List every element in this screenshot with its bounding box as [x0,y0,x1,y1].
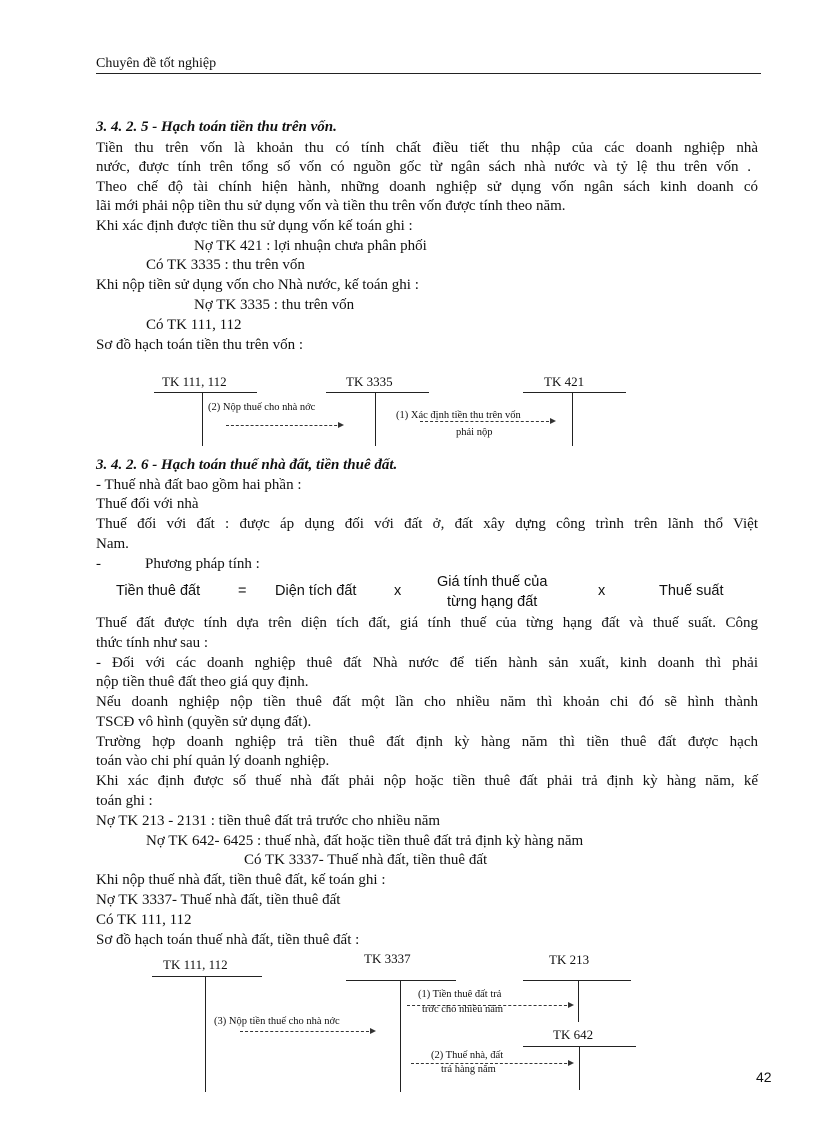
t-account-stem [578,980,579,1022]
journal-entry: Có TK 3337- Thuế nhà đất, tiền thuê đất [244,852,488,868]
t-account-bar [152,976,262,977]
paragraph-line: nộp tiền thuê đất theo giá quy định. [96,674,309,690]
text-line: Khi xác định được tiền thu sử dụng vốn kế toán ghi : [96,218,413,234]
paragraph-line: TSCĐ vô hình (quyền sử dụng đất). [96,714,312,730]
formula-times: x [598,583,606,599]
t-account-stem [375,392,376,446]
flow-label: trớc cho nhiều năm [422,1004,504,1015]
journal-entry: Có TK 111, 112 [96,912,192,928]
t-account-stem [205,976,206,1092]
paragraph-line: Thuế đối với đất : được áp dụng đối với đất ở, đất xây dựng công trình trên lãnh thổ Việt [96,516,758,532]
journal-entry: Nợ TK 3337- Thuế nhà đất, tiền thuê đất [96,892,341,908]
t-account-bar [523,392,626,393]
flow-arrow [420,421,554,422]
formula-area: Diện tích đất [275,583,357,599]
page-number: 42 [756,1069,772,1085]
text-line: Sơ đồ hạch toán tiền thu trên vốn : [96,337,304,353]
text-line: Sơ đồ hạch toán thuế nhà đất, tiền thuê đất : [96,932,360,948]
formula-equals: = [238,583,247,599]
flow-label: (1) Tiền thuê đất trả [418,989,502,1000]
formula-lhs: Tiền thuê đất [116,583,201,599]
flow-arrow [226,425,342,426]
flow-label: trả hàng năm [441,1064,496,1075]
flow-label: (1) Xác định tiền thu trên vốn [396,410,521,421]
account-label: TK 3335 [346,374,393,389]
t-account-stem [400,980,401,1092]
journal-entry: Nợ TK 3335 : thu trên vốn [194,297,355,313]
t-account-bar [523,980,631,981]
account-label: TK 3337 [364,951,411,966]
flow-label: (2) Thuế nhà, đất [431,1050,504,1061]
paragraph-line: nước, được tính trên tổng số vốn có nguồn gốc từ ngân sách nhà nước và tỷ lệ thu trên vốn . [96,159,751,175]
formula-price-bottom: từng hạng đất [447,594,538,610]
text-line: Phương pháp tính : [145,556,260,572]
formula-rate: Thuế suất [659,583,724,599]
flow-arrow [240,1031,374,1032]
section-heading-3426: 3. 4. 2. 6 - Hạch toán thuế nhà đất, tiền thuê đất. [96,457,398,473]
paragraph-line: - Đối với các doanh nghiệp thuê đất Nhà nước để tiến hành sản xuất, kinh doanh thì phải [96,655,758,671]
journal-entry: Có TK 3335 : thu trên vốn [146,257,305,273]
paragraph-line: Nam. [96,536,129,552]
text-line: Khi nộp tiền sử dụng vốn cho Nhà nước, kế toán ghi : [96,277,419,293]
t-account-bar [346,980,456,981]
t-account-bar [154,392,257,393]
t-account-stem [572,392,573,446]
account-label: TK 421 [544,374,585,389]
paragraph-line: toán vào chi phí quản lý doanh nghiệp. [96,753,330,769]
page-header-title: Chuyên đề tốt nghiệp [96,56,217,71]
paragraph-line: lãi mới phải nộp tiền thu sử dụng vốn và tiền thu trên vốn được tính theo năm. [96,198,566,214]
t-account-stem [579,1046,580,1090]
flow-label: phải nộp [456,427,493,438]
t-account-stem [202,392,203,446]
journal-entry: Nợ TK 642- 6425 : thuế nhà, đất hoặc tiền thuê đất trả định kỳ hàng năm [146,833,584,849]
journal-entry: Nợ TK 213 - 2131 : tiền thuê đất trả trước cho nhiều năm [96,813,441,829]
paragraph-line: Theo chế độ tài chính hiện hành, những doanh nghiệp sử dụng vốn ngân sách kinh doanh có [96,179,758,195]
flow-label: (3) Nộp tiền thuế cho nhà nớc [214,1016,340,1027]
paragraph-line: thức tính như sau : [96,635,209,651]
account-label: TK 111, 112 [163,957,228,972]
account-label: TK 642 [553,1027,594,1042]
text-line: Thuế đối với nhà [96,496,199,512]
formula-times: x [394,583,402,599]
header-rule [96,73,761,74]
journal-entry: Nợ TK 421 : lợi nhuận chưa phân phối [194,238,427,254]
t-account-bar [326,392,429,393]
journal-entry: Có TK 111, 112 [146,317,242,333]
section-heading-3425: 3. 4. 2. 5 - Hạch toán tiền thu trên vốn. [96,119,337,135]
paragraph-line: Trường hợp doanh nghiệp trả tiền thuê đất định kỳ hàng năm thì tiền thuê đất được hạch [96,734,758,750]
text-line: - Thuế nhà đất bao gồm hai phần : [96,477,302,493]
account-label: TK 213 [549,952,590,967]
flow-label: (2) Nộp thuế cho nhà nớc [208,402,316,413]
account-label: TK 111, 112 [162,374,227,389]
text-line: Khi nộp thuế nhà đất, tiền thuê đất, kế toán ghi : [96,872,386,888]
paragraph-line: Nếu doanh nghiệp nộp tiền thuê đất một lần cho nhiều năm thì khoản chi đó sẽ hình thành [96,694,758,710]
paragraph-line: Khi xác định được số thuế nhà đất phải nộp hoặc tiền thuê đất phải trả định kỳ hàng năm, kế [96,773,758,789]
formula-price-top: Giá tính thuế của [437,574,548,590]
paragraph-line: toán ghi : [96,793,153,809]
paragraph-line: Thuế đất được tính dựa trên diện tích đất, giá tính thuế của từng hạng đất và thuế suất. Công [96,615,758,631]
paragraph-line: Tiền thu trên vốn là khoản thu có tính chất điều tiết thu nhập của các doanh nghiệp nhà [96,140,758,156]
bullet-dash: - [96,556,101,572]
